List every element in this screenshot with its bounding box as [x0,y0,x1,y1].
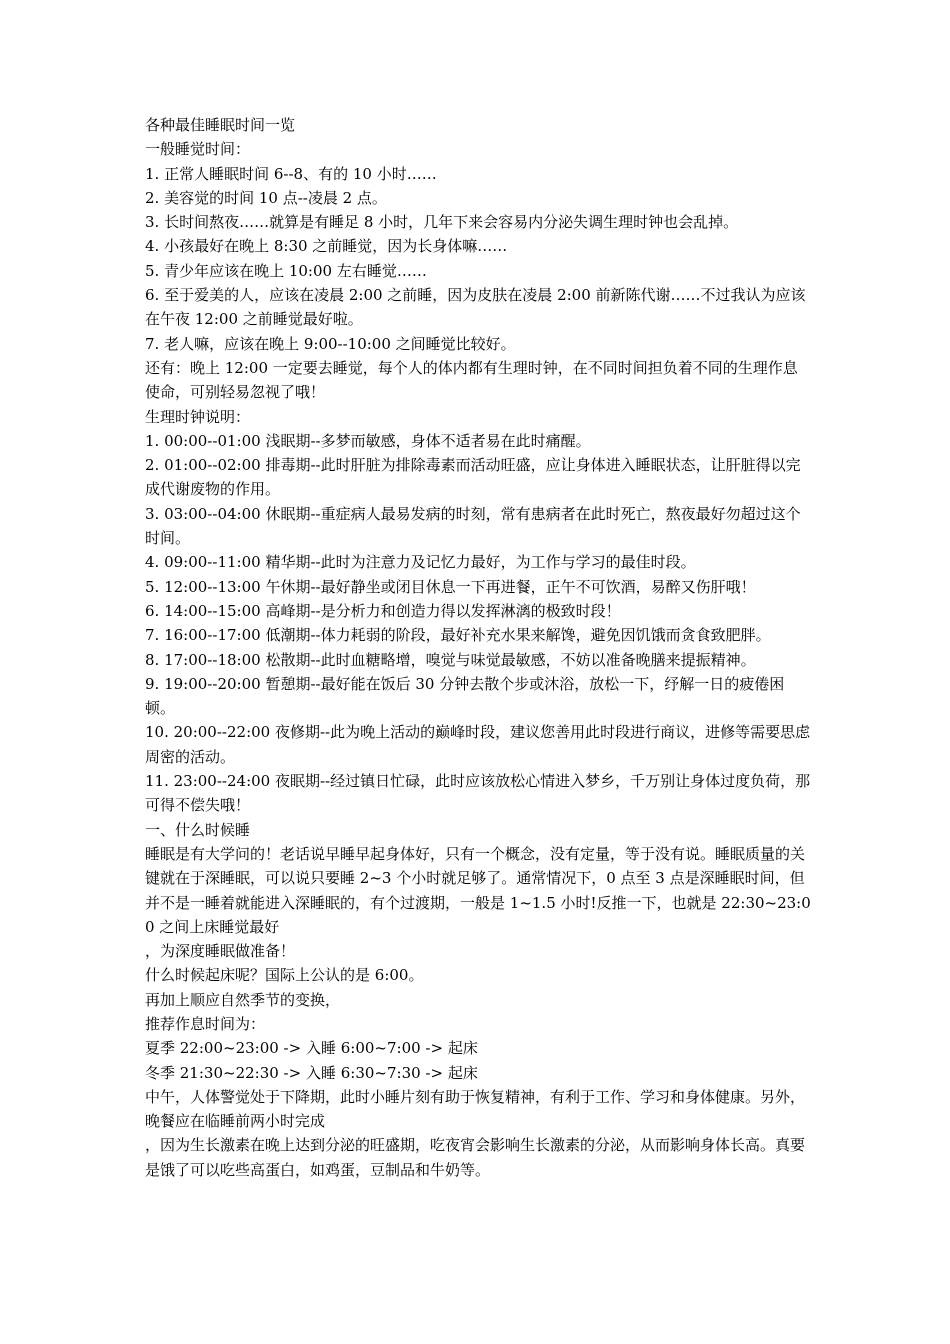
schedule-summer: 夏季 22:00~23:00 -> 入睡 6:00~7:00 -> 起床 [145,1039,478,1058]
list-item: 5. 青少年应该在晚上 10:00 左右睡觉…… [145,261,427,280]
list-item: 7. 16:00--17:00 低潮期--体力耗弱的阶段，最好补充水果来解馋，避免因饥饿而贪食致肥胖。 [145,626,771,645]
list-item: 5. 12:00--13:00 午休期--最好静坐或闭目休息一下再进餐，正午不可饮酒，易醉又伤肝哦！ [145,577,756,596]
list-item: 3. 03:00--04:00 休眠期--重症病人最易发病的时刻，常有患病者在此时死亡，熬夜最好勿超过这个时间。 [145,504,801,548]
paragraph: 还有：晚上 12:00 一定要去睡觉，每个人的体内都有生理时钟，在不同时间担负着不同的生理作息使命，可别轻易忽视了哦！ [145,358,798,402]
list-item: 4. 小孩最好在晚上 8:30 之前睡觉，因为长身体嘛…… [145,237,508,256]
list-item: 10. 20:00--22:00 夜修期--此为晚上活动的巅峰时段，建议您善用此时段进行商议，进修等需要思虑周密的活动。 [145,723,811,766]
list-item: 4. 09:00--11:00 精华期--此时为注意力及记忆力最好，为工作与学习的最佳时段。 [145,553,696,572]
paragraph: 什么时候起床呢？国际上公认的是 6:00。 [145,966,424,985]
section-heading: 一、什么时候睡 [145,820,251,839]
paragraph: 再加上顺应自然季节的变换， [145,990,341,1009]
paragraph: 睡眠是有大学问的！老话说早睡早起身体好，只有一个概念，没有定量，等于没有说。睡眠质量的关键就在于深睡眠，可以说只要睡 2~3 个小时就足够了。通常情况下，0 点至 3 点是深睡眠时间，但并不是一睡着就能进入深睡眠的，有个过渡期，一般是 1~1.5 小时!反推一下，也就是 22:30~23:00 之间上床睡觉最好 [145,844,811,936]
paragraph: 中午，人体警觉处于下降期，此时小睡片刻有助于恢复精神，有利于工作、学习和身体健康。另外，晚餐应在临睡前两小时完成 [145,1087,806,1131]
paragraph: 推荐作息时间为： [145,1014,266,1033]
document-title: 各种最佳睡眠时间一览 [145,116,296,134]
list-item: 8. 17:00--18:00 松散期--此时血糖略增，嗅觉与味觉最敏感，不妨以准备晚膳来提振精神。 [145,650,756,669]
list-item: 1. 正常人睡眠时间 6--8、有的 10 小时…… [145,164,437,183]
paragraph: ，为深度睡眠做准备！ [145,942,296,961]
list-item: 7. 老人嘛，应该在晚上 9:00--10:00 之间睡觉比较好。 [145,334,516,353]
section-heading: 一般睡觉时间： [145,140,251,159]
list-item: 2. 01:00--02:00 排毒期--此时肝脏为排除毒素而活动旺盛，应让身体进入睡眠状态，让肝脏得以完成代谢废物的作用。 [145,456,801,499]
list-item: 6. 14:00--15:00 高峰期--是分析力和创造力得以发挥淋漓的极致时段！ [145,601,621,620]
schedule-winter: 冬季 21:30~22:30 -> 入睡 6:30~7:30 -> 起床 [145,1063,478,1082]
list-item: 2. 美容觉的时间 10 点--凌晨 2 点。 [145,188,387,207]
list-item: 6. 至于爱美的人，应该在凌晨 2:00 之前睡，因为皮肤在凌晨 2:00 前新陈代谢……不过我认为应该在午夜 12:00 之前睡觉最好啦。 [145,286,806,329]
list-item: 9. 19:00--20:00 暂憩期--最好能在饭后 30 分钟去散个步或沐浴，放松一下，纾解一日的疲倦困顿。 [145,674,785,718]
paragraph: ，因为生长激素在晚上达到分泌的旺盛期，吃夜宵会影响生长激素的分泌，从而影响身体长高。真要是饿了可以吃些高蛋白，如鸡蛋，豆制品和牛奶等。 [145,1136,806,1179]
list-item: 11. 23:00--24:00 夜眠期--经过镇日忙碌，此时应该放松心情进入梦乡，千万别让身体过度负荷，那可得不偿失哦！ [145,772,811,815]
list-item: 1. 00:00--01:00 浅眠期--多梦而敏感，身体不适者易在此时痛醒。 [145,431,591,450]
section-heading: 生理时钟说明： [145,407,251,426]
list-item: 3. 长时间熬夜……就算是有睡足 8 小时，几年下来会容易内分泌失调生理时钟也会乱掉。 [145,213,739,232]
document-body [145,113,811,1182]
